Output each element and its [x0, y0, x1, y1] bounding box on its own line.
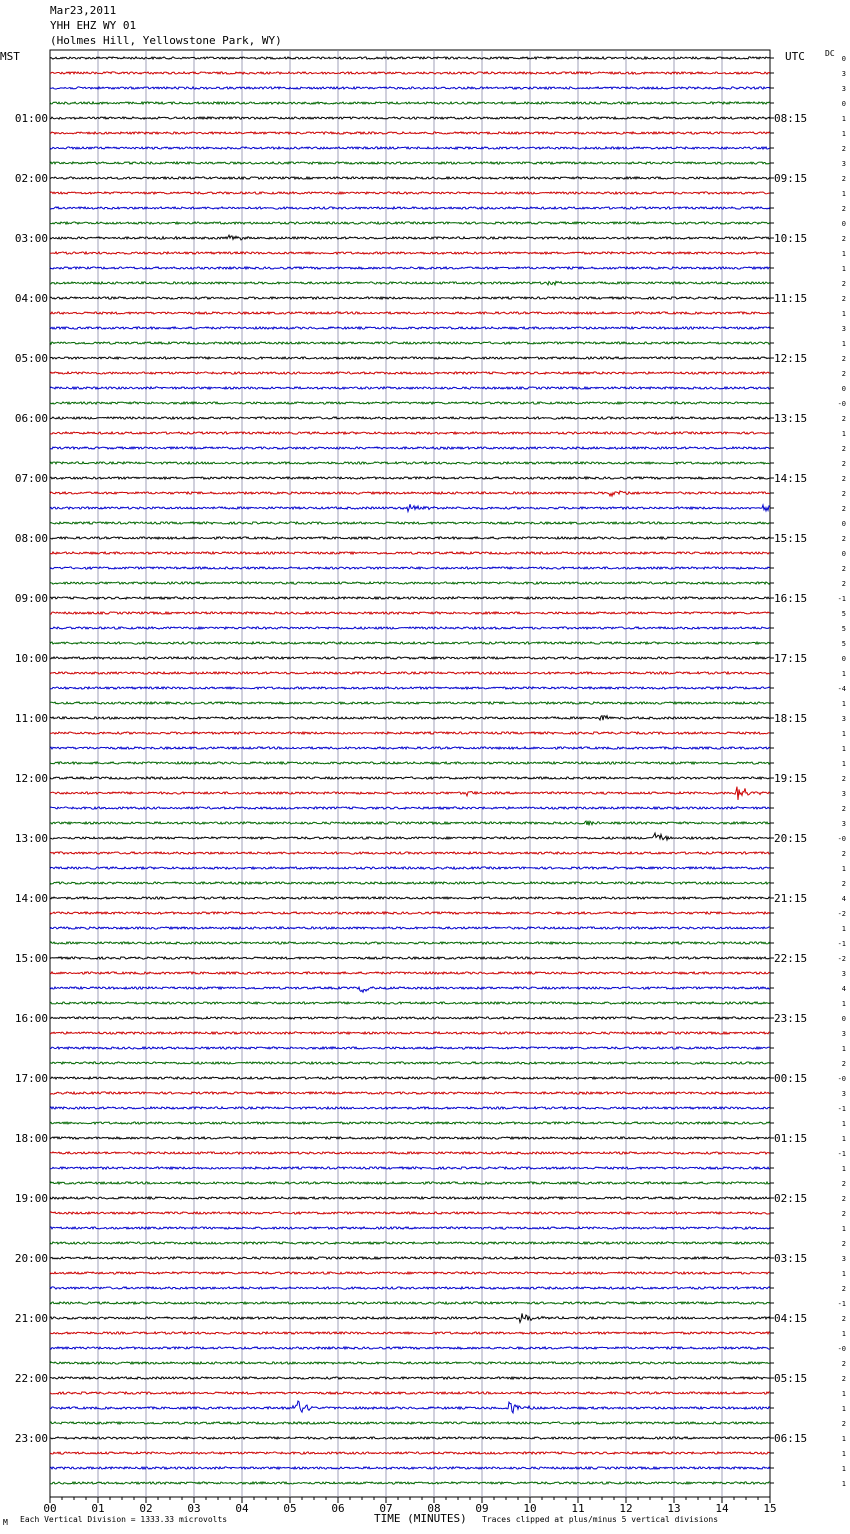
dc-offset-label: 2: [841, 535, 846, 543]
x-axis-label: TIME (MINUTES): [374, 1512, 467, 1525]
mst-hour-label: 06:00: [14, 412, 48, 425]
seismic-trace: [50, 372, 770, 374]
dc-offset-label: 0: [841, 655, 846, 663]
seismic-trace: [50, 672, 770, 674]
dc-offset-label: 3: [841, 790, 846, 798]
dc-offset-label: 2: [841, 1285, 846, 1293]
seismic-trace: [50, 252, 770, 254]
dc-offset-label: -1: [837, 1300, 846, 1308]
seismic-trace: [50, 177, 770, 179]
seismic-trace: [50, 447, 770, 449]
scale-note: Each Vertical Division = 1333.33 microvolts: [20, 1515, 228, 1524]
seismic-trace: [50, 387, 770, 389]
seismic-trace: [50, 1122, 770, 1124]
seismic-trace: [50, 552, 770, 554]
dc-offset-label: 2: [841, 235, 846, 243]
mst-hour-label: 16:00: [14, 1012, 48, 1025]
seismic-trace: [50, 477, 770, 479]
utc-hour-label: 19:15: [774, 772, 808, 785]
mst-hour-label: 21:00: [14, 1312, 48, 1325]
dc-offset-label: 3: [841, 1030, 846, 1038]
dc-offset-label: 2: [841, 490, 846, 498]
seismic-trace: [50, 716, 770, 721]
mst-hour-label: 12:00: [14, 772, 48, 785]
dc-offset-label: 1: [841, 130, 846, 138]
dc-offset-label: 1: [841, 1450, 846, 1458]
seismic-trace: [50, 1047, 770, 1049]
seismic-trace: [50, 597, 770, 599]
dc-offset-label: 3: [841, 1255, 846, 1263]
dc-offset-label: 1: [841, 115, 846, 123]
utc-hour-label: 22:15: [774, 952, 808, 965]
dc-offset-label: 1: [841, 1045, 846, 1053]
seismic-trace: [50, 1437, 770, 1439]
dc-offset-label: 2: [841, 880, 846, 888]
seismic-trace: [50, 833, 770, 840]
dc-offset-label: 2: [841, 1210, 846, 1218]
utc-axis-title: UTC: [785, 50, 805, 63]
utc-hour-label: 06:15: [774, 1432, 808, 1445]
dc-offset-label: 1: [841, 430, 846, 438]
mst-hour-label: 10:00: [14, 652, 48, 665]
dc-offset-label: 1: [841, 1000, 846, 1008]
seismic-trace: [50, 821, 770, 826]
dc-offset-label: 2: [841, 280, 846, 288]
dc-offset-label: 3: [841, 70, 846, 78]
seismic-trace: [50, 417, 770, 419]
seismic-trace: [50, 207, 770, 209]
dc-offset-label: 0: [841, 385, 846, 393]
seismic-trace: [50, 192, 770, 194]
seismic-trace: [50, 852, 770, 854]
mst-hour-label: 20:00: [14, 1252, 48, 1265]
dc-offset-label: 3: [841, 325, 846, 333]
utc-hour-label: 08:15: [774, 112, 808, 125]
dc-offset-label: 2: [841, 205, 846, 213]
seismic-trace: [50, 1212, 770, 1214]
seismic-trace: [50, 762, 770, 764]
dc-offset-label: 0: [841, 220, 846, 228]
mst-hour-label: 04:00: [14, 292, 48, 305]
seismic-trace: [50, 897, 770, 899]
mst-hour-label: 02:00: [14, 172, 48, 185]
dc-offset-label: -1: [837, 1105, 846, 1113]
seismic-trace: [50, 1482, 770, 1484]
seismic-trace: [50, 807, 770, 809]
x-tick-label: 14: [715, 1502, 729, 1515]
mst-hour-label: 13:00: [14, 832, 48, 845]
dc-column-title: DC: [825, 49, 835, 58]
mst-hour-label: 19:00: [14, 1192, 48, 1205]
dc-offset-label: 1: [841, 250, 846, 258]
utc-hour-label: 12:15: [774, 352, 808, 365]
dc-offset-label: 2: [841, 1195, 846, 1203]
mst-hour-label: 22:00: [14, 1372, 48, 1385]
dc-offset-label: 0: [841, 1015, 846, 1023]
dc-offset-label: 1: [841, 1465, 846, 1473]
mst-hour-label: 23:00: [14, 1432, 48, 1445]
seismic-trace: [50, 162, 770, 164]
seismic-trace: [50, 1242, 770, 1244]
dc-offset-label: 2: [841, 805, 846, 813]
dc-offset-label: 1: [841, 700, 846, 708]
dc-offset-label: 1: [841, 1120, 846, 1128]
station-code: YHH EHZ WY 01: [50, 19, 137, 32]
dc-offset-label: 2: [841, 145, 846, 153]
dc-offset-label: 1: [841, 1225, 846, 1233]
dc-offset-label: 1: [841, 1390, 846, 1398]
x-tick-label: 06: [331, 1502, 345, 1515]
x-tick-label: 11: [571, 1502, 585, 1515]
dc-offset-label: 5: [841, 625, 846, 633]
seismic-trace: [50, 927, 770, 929]
seismic-trace: [50, 132, 770, 134]
mst-hour-label: 09:00: [14, 592, 48, 605]
seismic-trace: [50, 987, 770, 992]
x-tick-label: 15: [763, 1502, 777, 1515]
seismic-trace: [50, 1392, 770, 1394]
seismic-trace: [50, 102, 770, 104]
utc-hour-label: 05:15: [774, 1372, 808, 1385]
seismic-trace: [50, 72, 770, 74]
dc-offset-label: -1: [837, 1150, 846, 1158]
dc-offset-label: 1: [841, 760, 846, 768]
seismic-trace: [50, 267, 770, 269]
seismic-trace: [50, 537, 770, 539]
seismic-trace: [50, 747, 770, 749]
seismic-trace: [50, 1167, 770, 1169]
x-tick-label: 02: [139, 1502, 153, 1515]
seismic-trace: [50, 1332, 770, 1334]
x-tick-label: 04: [235, 1502, 249, 1515]
dc-offset-label: 1: [841, 265, 846, 273]
seismic-trace: [50, 1152, 770, 1154]
seismic-trace: [50, 1257, 770, 1259]
mst-hour-label: 08:00: [14, 532, 48, 545]
dc-offset-label: 1: [841, 1405, 846, 1413]
seismic-trace: [50, 1272, 770, 1274]
dc-offset-label: -4: [837, 685, 846, 693]
utc-hour-label: 09:15: [774, 172, 808, 185]
x-tick-label: 10: [523, 1502, 537, 1515]
dc-offset-label: 2: [841, 460, 846, 468]
utc-hour-label: 23:15: [774, 1012, 808, 1025]
seismic-trace: [50, 1377, 770, 1379]
dc-offset-label: 2: [841, 1420, 846, 1428]
seismic-trace: [50, 867, 770, 869]
seismic-trace: [50, 1032, 770, 1034]
utc-hour-label: 17:15: [774, 652, 808, 665]
seismic-trace: [50, 522, 770, 524]
mst-hour-label: 01:00: [14, 112, 48, 125]
seismic-trace: [50, 1313, 770, 1322]
dc-offset-label: 1: [841, 865, 846, 873]
dc-offset-label: 1: [841, 1165, 846, 1173]
dc-offset-label: -2: [837, 910, 846, 918]
dc-offset-label: 2: [841, 445, 846, 453]
utc-hour-label: 02:15: [774, 1192, 808, 1205]
seismic-trace: [50, 312, 770, 314]
utc-hour-label: 10:15: [774, 232, 808, 245]
dc-offset-label: 1: [841, 745, 846, 753]
seismic-trace: [50, 787, 770, 800]
dc-offset-label: 0: [841, 520, 846, 528]
x-tick-label: 13: [667, 1502, 681, 1515]
seismic-trace: [50, 642, 770, 644]
seismic-trace: [50, 777, 770, 779]
mst-hour-label: 11:00: [14, 712, 48, 725]
seismic-trace: [50, 657, 770, 659]
seismic-trace: [50, 1077, 770, 1079]
x-tick-label: 03: [187, 1502, 201, 1515]
mst-axis-title: MST: [0, 50, 20, 63]
utc-hour-label: 16:15: [774, 592, 808, 605]
mst-hour-label: 15:00: [14, 952, 48, 965]
mst-hour-label: 07:00: [14, 472, 48, 485]
seismic-trace: [50, 147, 770, 149]
x-tick-label: 05: [283, 1502, 297, 1515]
seismic-trace: [50, 1467, 770, 1469]
dc-offset-label: -0: [837, 400, 846, 408]
x-tick-label: 08: [427, 1502, 441, 1515]
seismic-trace: [50, 1107, 770, 1109]
seismic-trace: [50, 912, 770, 914]
seismic-trace: [50, 222, 770, 224]
dc-offset-label: 2: [841, 1315, 846, 1323]
dc-offset-label: 0: [841, 100, 846, 108]
seismic-trace: [50, 612, 770, 614]
seismic-trace: [50, 342, 770, 344]
dc-offset-label: 1: [841, 925, 846, 933]
dc-offset-label: 2: [841, 1240, 846, 1248]
utc-hour-label: 00:15: [774, 1072, 808, 1085]
seismic-trace: [50, 57, 770, 59]
dc-offset-label: 3: [841, 160, 846, 168]
dc-offset-label: 2: [841, 355, 846, 363]
seismic-trace: [50, 281, 770, 285]
utc-hour-label: 14:15: [774, 472, 808, 485]
seismic-trace: [50, 1062, 770, 1064]
seismic-trace: [50, 582, 770, 584]
seismic-trace: [50, 297, 770, 299]
dc-offset-label: -0: [837, 1345, 846, 1353]
seismic-trace: [50, 882, 770, 884]
dc-offset-label: 3: [841, 715, 846, 723]
axis-labels: [15, 55, 846, 1515]
seismic-trace: [50, 1002, 770, 1004]
seismic-trace: [50, 1227, 770, 1229]
plot-date: Mar23,2011: [50, 4, 117, 17]
dc-offset-label: -1: [837, 940, 846, 948]
dc-offset-label: 2: [841, 1060, 846, 1068]
dc-offset-label: -0: [837, 835, 846, 843]
mst-hour-label: 17:00: [14, 1072, 48, 1085]
seismic-trace: [50, 687, 770, 689]
trace-group: [50, 57, 770, 1484]
mst-hour-label: 14:00: [14, 892, 48, 905]
utc-hour-label: 11:15: [774, 292, 808, 305]
x-tick-label: 00: [43, 1502, 57, 1515]
seismic-trace: [50, 1401, 770, 1413]
mst-hour-label: 05:00: [14, 352, 48, 365]
seismic-trace: [50, 1182, 770, 1184]
seismic-trace: [50, 1137, 770, 1139]
seismic-trace: [50, 1017, 770, 1019]
utc-hour-label: 18:15: [774, 712, 808, 725]
seismic-trace: [50, 432, 770, 434]
x-tick-label: 09: [475, 1502, 489, 1515]
dc-offset-label: 2: [841, 415, 846, 423]
dc-offset-label: 3: [841, 85, 846, 93]
dc-offset-label: -1: [837, 595, 846, 603]
utc-hour-label: 13:15: [774, 412, 808, 425]
dc-offset-label: 1: [841, 340, 846, 348]
dc-offset-label: -0: [837, 1075, 846, 1083]
dc-offset-label: 3: [841, 970, 846, 978]
dc-offset-label: -2: [837, 955, 846, 963]
mst-hour-label: 03:00: [14, 232, 48, 245]
corner-mark: M: [3, 1518, 8, 1527]
dc-offset-label: 1: [841, 1480, 846, 1488]
dc-offset-label: 1: [841, 1330, 846, 1338]
dc-offset-label: 1: [841, 190, 846, 198]
dc-offset-label: 2: [841, 775, 846, 783]
utc-hour-label: 20:15: [774, 832, 808, 845]
seismic-trace: [50, 1347, 770, 1349]
dc-offset-label: 2: [841, 1360, 846, 1368]
dc-offset-label: 3: [841, 820, 846, 828]
seismic-trace: [50, 567, 770, 569]
dc-offset-label: 1: [841, 310, 846, 318]
seismic-trace: [50, 491, 770, 496]
dc-offset-label: 1: [841, 1135, 846, 1143]
seismic-trace: [50, 1287, 770, 1289]
dc-offset-label: 5: [841, 610, 846, 618]
dc-offset-label: 2: [841, 505, 846, 513]
dc-offset-label: 4: [841, 895, 846, 903]
seismic-trace: [50, 1452, 770, 1454]
mst-hour-label: 18:00: [14, 1132, 48, 1145]
dc-offset-label: 0: [841, 550, 846, 558]
dc-offset-label: 1: [841, 730, 846, 738]
dc-offset-label: 2: [841, 370, 846, 378]
dc-offset-label: 2: [841, 565, 846, 573]
utc-hour-label: 01:15: [774, 1132, 808, 1145]
utc-hour-label: 15:15: [774, 532, 808, 545]
dc-offset-label: 2: [841, 1180, 846, 1188]
seismic-trace: [50, 972, 770, 974]
dc-offset-label: 4: [841, 985, 846, 993]
dc-offset-label: 2: [841, 175, 846, 183]
seismic-trace: [50, 1362, 770, 1364]
seismic-trace: [50, 235, 770, 240]
dc-offset-label: 0: [841, 55, 846, 63]
dc-offset-label: 5: [841, 640, 846, 648]
utc-hour-label: 04:15: [774, 1312, 808, 1325]
dc-offset-label: 2: [841, 580, 846, 588]
seismic-trace: [50, 1092, 770, 1094]
seismic-trace: [50, 732, 770, 734]
seismic-trace: [50, 504, 770, 511]
seismic-trace: [50, 117, 770, 119]
dc-offset-label: 1: [841, 1270, 846, 1278]
dc-offset-label: 1: [841, 1435, 846, 1443]
seismic-trace: [50, 957, 770, 959]
seismic-trace: [50, 462, 770, 464]
dc-offset-label: 1: [841, 670, 846, 678]
seismic-trace: [50, 627, 770, 629]
dc-offset-label: 2: [841, 295, 846, 303]
dc-offset-label: 2: [841, 850, 846, 858]
seismic-trace: [50, 942, 770, 944]
utc-hour-label: 03:15: [774, 1252, 808, 1265]
dc-offset-label: 3: [841, 1090, 846, 1098]
x-tick-label: 01: [91, 1502, 105, 1515]
utc-hour-label: 21:15: [774, 892, 808, 905]
seismic-trace: [50, 87, 770, 89]
seismic-trace: [50, 402, 770, 404]
dc-offset-label: 2: [841, 1375, 846, 1383]
seismic-trace: [50, 357, 770, 359]
seismic-trace: [50, 1422, 770, 1424]
x-tick-label: 12: [619, 1502, 633, 1515]
seismic-trace: [50, 327, 770, 329]
dc-offset-label: 2: [841, 475, 846, 483]
seismic-trace: [50, 1302, 770, 1304]
station-location: (Holmes Hill, Yellowstone Park, WY): [50, 34, 282, 47]
seismic-trace: [50, 702, 770, 704]
x-tick-label: 07: [379, 1502, 393, 1515]
seismic-trace: [50, 1197, 770, 1199]
clip-note: Traces clipped at plus/minus 5 vertical divisions: [482, 1515, 719, 1524]
